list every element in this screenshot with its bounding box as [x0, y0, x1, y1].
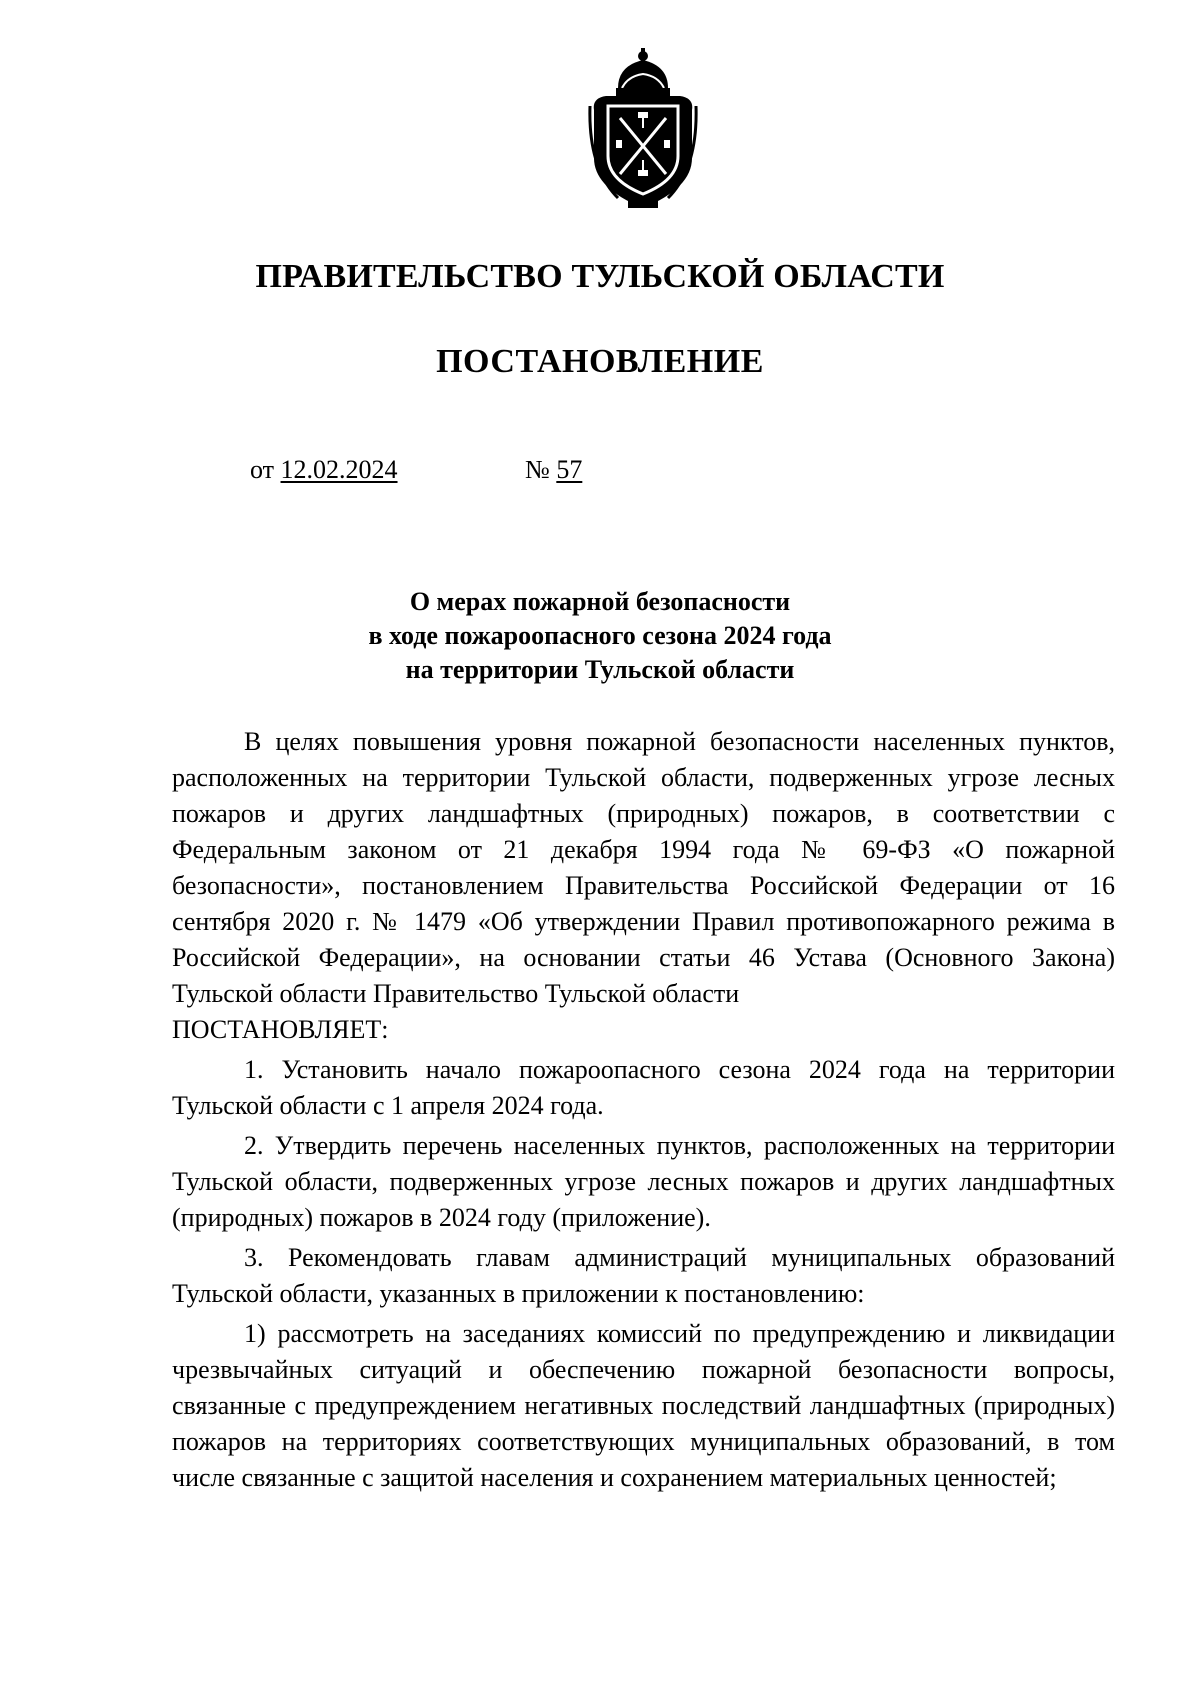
document-number: [525, 455, 582, 485]
date-prefix: от: [250, 455, 275, 484]
document-subject: [0, 585, 1200, 687]
document-date: [250, 455, 398, 485]
government-title: ПРАВИТЕЛЬСТВО ТУЛЬСКОЙ ОБЛАСТИ: [255, 258, 945, 295]
subject-line-2: в ходе пожароопасного сезона 2024 года: [368, 621, 832, 650]
resolves-paragraph: ПОСТАНОВЛЯЕТ:: [172, 1015, 389, 1044]
number-prefix: №: [525, 455, 550, 484]
coat-of-arms-icon: [588, 48, 698, 214]
subject-line-3: на территории Тульской области: [405, 655, 795, 684]
item-1-paragraph: 1. Установить начало пожароопасного сезона 2024 года на территории Тульской области с 1 апреля 2024 года.: [172, 1055, 1115, 1120]
document-body: [172, 724, 1115, 1500]
document-type-title: ПОСТАНОВЛЕНИЕ: [436, 343, 764, 380]
item-2-paragraph: 2. Утвердить перечень населенных пунктов, расположенных на территории Тульской области, подверженных угрозе лесных пожаров и других ландшафтных (природных) пожаров в 2024 году (приложение).: [172, 1131, 1115, 1232]
item-3-1-paragraph: 1) рассмотреть на заседаниях комиссий по предупреждению и ликвидации чрезвычайных ситуаций и обеспечению пожарной безопасности вопросы, связанные с предупреждением негативных последствий ландшафтных (природных) пожаров на территориях соответствующих муниципальных образований, в том числе связанные с защитой населения и сохранением материальных ценностей;: [172, 1319, 1115, 1492]
number-value: 57: [556, 455, 583, 484]
item-3-paragraph: 3. Рекомендовать главам администраций муниципальных образований Тульской области, указанных в приложении к постановлению:: [172, 1243, 1115, 1308]
preamble-paragraph: В целях повышения уровня пожарной безопасности населенных пунктов, расположенных на территории Тульской области, подверженных угрозе лесных пожаров и других ландшафтных (природных) пожаров, в соответствии с Федеральным законом от 21 декабря 1994 года № 69-ФЗ «О пожарной безопасности», постановлением Правительства Российской Федерации от 16 сентября 2020 г. № 1479 «Об утверждении Правил противопожарного режима в Российской Федерации», на основании статьи 46 Устава (Основного Закона) Тульской области Правительство Тульской области: [172, 727, 1115, 1008]
date-value: 12.02.2024: [280, 455, 398, 484]
subject-line-1: О мерах пожарной безопасности: [409, 587, 791, 616]
